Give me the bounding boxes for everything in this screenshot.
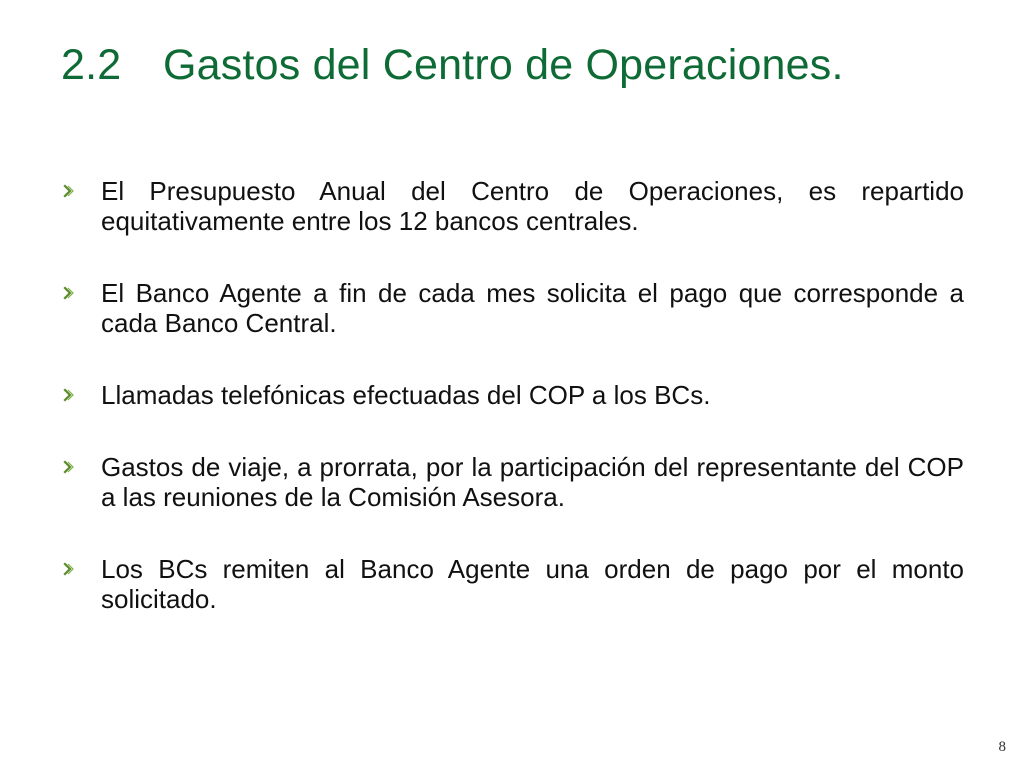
section-title: Gastos del Centro de Operaciones.: [163, 40, 844, 89]
page-number: 8: [998, 739, 1006, 755]
chevron-bullet-icon: [62, 554, 101, 584]
bullet-text: Los BCs remiten al Banco Agente una orden de pago por el monto solicitado.: [101, 554, 964, 614]
section-number: 2.2: [61, 40, 122, 89]
chevron-bullet-icon: [62, 380, 101, 410]
chevron-bullet-icon: [62, 452, 101, 482]
bullet-item: [62, 452, 964, 512]
bullet-text: Gastos de viaje, a prorrata, por la participación del representante del COP a las reuniones de la Comisión Asesora.: [101, 452, 964, 512]
bullet-text: Llamadas telefónicas efectuadas del COP a los BCs.: [101, 380, 711, 410]
bullet-text: El Presupuesto Anual del Centro de Operaciones, es repartido equitativamente entre los 12 bancos centrales.: [101, 176, 964, 236]
chevron-bullet-icon: [62, 278, 101, 308]
chevron-bullet-icon: [62, 176, 101, 206]
bullet-item: [62, 554, 964, 614]
bullet-list: [62, 176, 964, 656]
bullet-text: El Banco Agente a fin de cada mes solicita el pago que corresponde a cada Banco Central.: [101, 278, 964, 338]
bullet-item: [62, 176, 964, 236]
slide-title: [61, 38, 844, 92]
bullet-item: [62, 278, 964, 338]
bullet-item: [62, 380, 964, 410]
